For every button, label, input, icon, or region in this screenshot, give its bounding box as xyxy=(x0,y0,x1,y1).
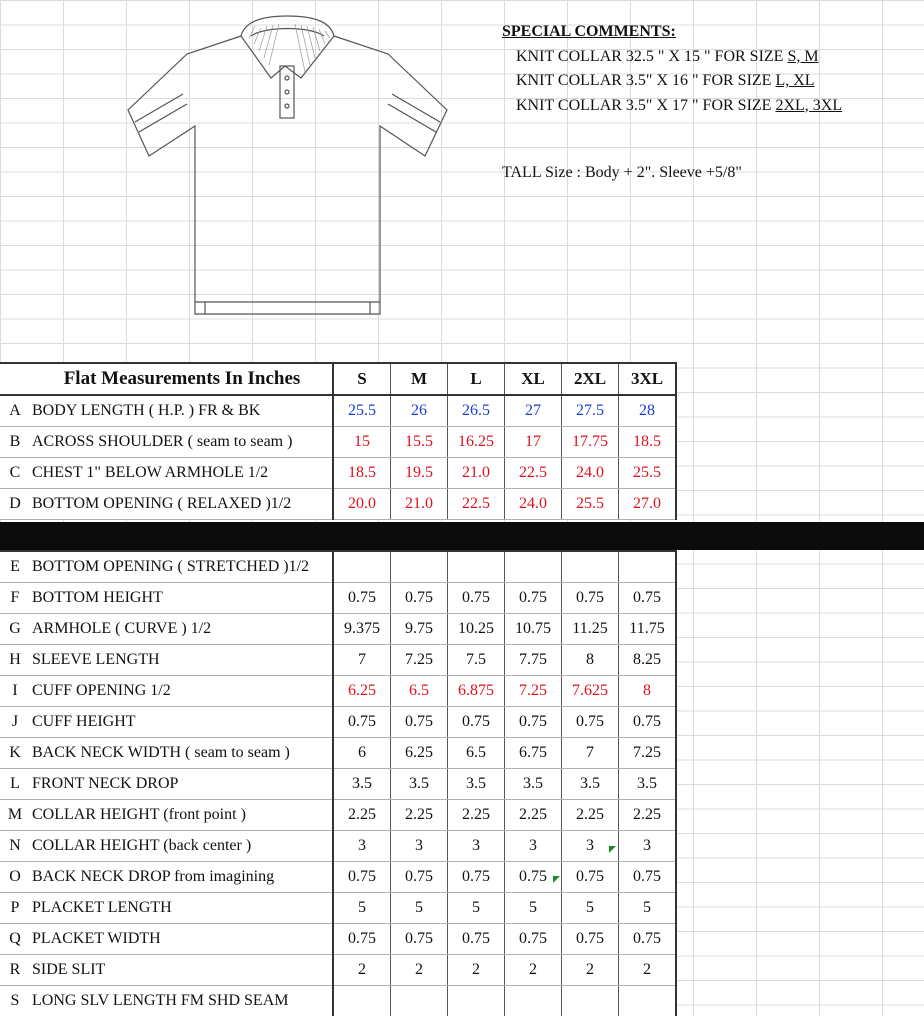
value-cell-xl: 2 xyxy=(505,955,562,986)
value-cell-3xl: 8.25 xyxy=(619,645,677,676)
row-letter: F xyxy=(0,583,30,614)
tall-size-note: TALL Size : Body + 2". Sleeve +5/8" xyxy=(502,164,742,182)
value-cell-s: 5 xyxy=(333,893,391,924)
value-cell-s xyxy=(333,551,391,583)
row-letter: D xyxy=(0,489,30,520)
value-cell-2xl: 3 xyxy=(562,831,619,862)
value-cell-xl: 0.75 xyxy=(505,924,562,955)
value-cell-l: 6.5 xyxy=(448,738,505,769)
value-cell-s: 15 xyxy=(333,427,391,458)
value-cell-2xl: 8 xyxy=(562,645,619,676)
measurement-table-bottom xyxy=(0,550,677,1016)
row-letter: S xyxy=(0,986,30,1016)
section-divider-band xyxy=(0,522,924,550)
value-cell-l: 2 xyxy=(448,955,505,986)
value-cell-xl: 0.75 xyxy=(505,862,562,893)
value-cell-xl: 7.25 xyxy=(505,676,562,707)
value-cell-l: 3 xyxy=(448,831,505,862)
row-label: BACK NECK WIDTH ( seam to seam ) xyxy=(30,738,333,769)
value-cell-s: 0.75 xyxy=(333,583,391,614)
size-header-l: L xyxy=(448,363,505,395)
value-cell-3xl: 2 xyxy=(619,955,677,986)
value-cell-s: 9.375 xyxy=(333,614,391,645)
value-cell-3xl: 2.25 xyxy=(619,800,677,831)
value-cell-m xyxy=(391,986,448,1016)
measurement-row-q xyxy=(0,924,676,955)
table-header-title: Flat Measurements In Inches xyxy=(30,363,333,395)
value-cell-3xl: 28 xyxy=(619,395,677,427)
measurement-row-f xyxy=(0,583,676,614)
row-label: BOTTOM HEIGHT xyxy=(30,583,333,614)
row-letter: I xyxy=(0,676,30,707)
value-cell-l: 6.875 xyxy=(448,676,505,707)
measurement-row-a xyxy=(0,395,676,427)
collar-note-line xyxy=(502,69,842,94)
value-cell-l: 16.25 xyxy=(448,427,505,458)
value-cell-l: 22.5 xyxy=(448,489,505,520)
value-cell-m: 21.0 xyxy=(391,489,448,520)
collar-note-sizes: L, XL xyxy=(775,72,814,89)
value-cell-m: 0.75 xyxy=(391,707,448,738)
measurement-row-i xyxy=(0,676,676,707)
measurement-row-d xyxy=(0,489,676,520)
value-cell-s: 3.5 xyxy=(333,769,391,800)
value-cell-s: 0.75 xyxy=(333,862,391,893)
value-cell-m: 19.5 xyxy=(391,458,448,489)
measurement-row-j xyxy=(0,707,676,738)
row-label: COLLAR HEIGHT (back center ) xyxy=(30,831,333,862)
value-cell-2xl: 17.75 xyxy=(562,427,619,458)
value-cell-2xl xyxy=(562,986,619,1016)
value-cell-s: 25.5 xyxy=(333,395,391,427)
row-label: PLACKET LENGTH xyxy=(30,893,333,924)
value-cell-3xl: 8 xyxy=(619,676,677,707)
row-label: BACK NECK DROP from imagining xyxy=(30,862,333,893)
value-cell-l: 0.75 xyxy=(448,862,505,893)
size-header-s: S xyxy=(333,363,391,395)
value-cell-2xl: 2.25 xyxy=(562,800,619,831)
value-cell-2xl xyxy=(562,551,619,583)
collar-note-line xyxy=(502,45,842,70)
value-cell-s: 6.25 xyxy=(333,676,391,707)
special-comments xyxy=(502,20,842,118)
value-cell-xl: 2.25 xyxy=(505,800,562,831)
row-letter: M xyxy=(0,800,30,831)
cell-comment-marker xyxy=(609,846,616,853)
measurement-row-e xyxy=(0,551,676,583)
header-letter-cell xyxy=(0,363,30,395)
value-cell-2xl: 0.75 xyxy=(562,862,619,893)
value-cell-m: 6.25 xyxy=(391,738,448,769)
value-cell-l: 10.25 xyxy=(448,614,505,645)
row-letter: E xyxy=(0,551,30,583)
value-cell-m: 26 xyxy=(391,395,448,427)
value-cell-m: 0.75 xyxy=(391,924,448,955)
value-cell-2xl: 0.75 xyxy=(562,924,619,955)
row-letter: N xyxy=(0,831,30,862)
measurement-row-p xyxy=(0,893,676,924)
row-label: CUFF OPENING 1/2 xyxy=(30,676,333,707)
value-cell-3xl: 5 xyxy=(619,893,677,924)
value-cell-xl: 3 xyxy=(505,831,562,862)
row-label: CUFF HEIGHT xyxy=(30,707,333,738)
collar-note-text: KNIT COLLAR 32.5 " X 15 " FOR SIZE xyxy=(516,48,787,65)
value-cell-3xl: 27.0 xyxy=(619,489,677,520)
row-letter: H xyxy=(0,645,30,676)
value-cell-s: 20.0 xyxy=(333,489,391,520)
measurement-row-c xyxy=(0,458,676,489)
value-cell-xl: 22.5 xyxy=(505,458,562,489)
value-cell-s: 2.25 xyxy=(333,800,391,831)
value-cell-s: 7 xyxy=(333,645,391,676)
collar-note-line xyxy=(502,94,842,119)
value-cell-xl xyxy=(505,551,562,583)
value-cell-m: 0.75 xyxy=(391,583,448,614)
size-header-m: M xyxy=(391,363,448,395)
measurement-row-s xyxy=(0,986,676,1016)
value-cell-3xl: 25.5 xyxy=(619,458,677,489)
value-cell-m: 2 xyxy=(391,955,448,986)
value-cell-3xl: 3 xyxy=(619,831,677,862)
value-cell-2xl: 2 xyxy=(562,955,619,986)
value-cell-s: 0.75 xyxy=(333,924,391,955)
value-cell-s: 2 xyxy=(333,955,391,986)
measurement-table-top xyxy=(0,362,677,520)
row-letter: Q xyxy=(0,924,30,955)
row-letter: O xyxy=(0,862,30,893)
row-label: CHEST 1" BELOW ARMHOLE 1/2 xyxy=(30,458,333,489)
value-cell-m: 15.5 xyxy=(391,427,448,458)
value-cell-xl: 0.75 xyxy=(505,583,562,614)
value-cell-3xl: 7.25 xyxy=(619,738,677,769)
value-cell-2xl: 7 xyxy=(562,738,619,769)
value-cell-l: 3.5 xyxy=(448,769,505,800)
value-cell-3xl: 3.5 xyxy=(619,769,677,800)
value-cell-2xl: 24.0 xyxy=(562,458,619,489)
value-cell-l xyxy=(448,551,505,583)
row-letter: G xyxy=(0,614,30,645)
value-cell-m: 6.5 xyxy=(391,676,448,707)
value-cell-xl: 0.75 xyxy=(505,707,562,738)
value-cell-m: 2.25 xyxy=(391,800,448,831)
collar-note-text: KNIT COLLAR 3.5" X 16 " FOR SIZE xyxy=(516,72,775,89)
value-cell-l: 0.75 xyxy=(448,924,505,955)
value-cell-2xl: 25.5 xyxy=(562,489,619,520)
row-label: ARMHOLE ( CURVE ) 1/2 xyxy=(30,614,333,645)
value-cell-s: 18.5 xyxy=(333,458,391,489)
value-cell-2xl: 0.75 xyxy=(562,583,619,614)
value-cell-xl: 3.5 xyxy=(505,769,562,800)
measurement-row-k xyxy=(0,738,676,769)
value-cell-3xl: 11.75 xyxy=(619,614,677,645)
value-cell-3xl: 0.75 xyxy=(619,862,677,893)
value-cell-2xl: 0.75 xyxy=(562,707,619,738)
value-cell-m: 3.5 xyxy=(391,769,448,800)
value-cell-s: 0.75 xyxy=(333,707,391,738)
value-cell-2xl: 27.5 xyxy=(562,395,619,427)
size-header-xl: XL xyxy=(505,363,562,395)
measurement-row-n xyxy=(0,831,676,862)
size-header-3xl: 3XL xyxy=(619,363,677,395)
value-cell-s: 3 xyxy=(333,831,391,862)
collar-note-sizes: S, M xyxy=(787,48,818,65)
cell-comment-marker xyxy=(553,876,560,883)
row-letter: C xyxy=(0,458,30,489)
value-cell-l: 0.75 xyxy=(448,707,505,738)
value-cell-xl: 27 xyxy=(505,395,562,427)
value-cell-xl: 5 xyxy=(505,893,562,924)
value-cell-l: 2.25 xyxy=(448,800,505,831)
value-cell-3xl xyxy=(619,551,677,583)
value-cell-3xl: 0.75 xyxy=(619,583,677,614)
value-cell-m: 9.75 xyxy=(391,614,448,645)
value-cell-2xl: 3.5 xyxy=(562,769,619,800)
value-cell-l: 21.0 xyxy=(448,458,505,489)
row-label: PLACKET WIDTH xyxy=(30,924,333,955)
value-cell-s xyxy=(333,986,391,1016)
row-label: BOTTOM OPENING ( RELAXED )1/2 xyxy=(30,489,333,520)
value-cell-l: 0.75 xyxy=(448,583,505,614)
value-cell-m: 5 xyxy=(391,893,448,924)
collar-note-sizes: 2XL, 3XL xyxy=(775,97,842,114)
row-letter: K xyxy=(0,738,30,769)
polo-shirt-illustration xyxy=(125,14,450,322)
value-cell-l xyxy=(448,986,505,1016)
measurement-row-m xyxy=(0,800,676,831)
row-letter: L xyxy=(0,769,30,800)
value-cell-xl: 10.75 xyxy=(505,614,562,645)
row-letter: B xyxy=(0,427,30,458)
value-cell-xl: 6.75 xyxy=(505,738,562,769)
value-cell-l: 26.5 xyxy=(448,395,505,427)
row-letter: A xyxy=(0,395,30,427)
row-label: BOTTOM OPENING ( STRETCHED )1/2 xyxy=(30,551,333,583)
value-cell-xl: 24.0 xyxy=(505,489,562,520)
row-letter: P xyxy=(0,893,30,924)
value-cell-xl: 17 xyxy=(505,427,562,458)
value-cell-2xl: 11.25 xyxy=(562,614,619,645)
table-header-row xyxy=(0,363,676,395)
value-cell-m xyxy=(391,551,448,583)
row-label: COLLAR HEIGHT (front point ) xyxy=(30,800,333,831)
value-cell-xl: 7.75 xyxy=(505,645,562,676)
value-cell-l: 5 xyxy=(448,893,505,924)
value-cell-2xl: 7.625 xyxy=(562,676,619,707)
collar-note-text: KNIT COLLAR 3.5" X 17 " FOR SIZE xyxy=(516,97,775,114)
row-label: FRONT NECK DROP xyxy=(30,769,333,800)
value-cell-m: 3 xyxy=(391,831,448,862)
value-cell-s: 6 xyxy=(333,738,391,769)
value-cell-l: 7.5 xyxy=(448,645,505,676)
row-letter: R xyxy=(0,955,30,986)
row-label: LONG SLV LENGTH FM SHD SEAM xyxy=(30,986,333,1016)
row-label: ACROSS SHOULDER ( seam to seam ) xyxy=(30,427,333,458)
measurement-row-o xyxy=(0,862,676,893)
measurement-row-r xyxy=(0,955,676,986)
value-cell-3xl xyxy=(619,986,677,1016)
value-cell-3xl: 0.75 xyxy=(619,924,677,955)
row-letter: J xyxy=(0,707,30,738)
measurement-row-l xyxy=(0,769,676,800)
value-cell-xl xyxy=(505,986,562,1016)
value-cell-3xl: 0.75 xyxy=(619,707,677,738)
value-cell-m: 7.25 xyxy=(391,645,448,676)
row-label: SIDE SLIT xyxy=(30,955,333,986)
measurement-row-h xyxy=(0,645,676,676)
value-cell-2xl: 5 xyxy=(562,893,619,924)
row-label: SLEEVE LENGTH xyxy=(30,645,333,676)
measurement-row-g xyxy=(0,614,676,645)
size-header-2xl: 2XL xyxy=(562,363,619,395)
value-cell-3xl: 18.5 xyxy=(619,427,677,458)
row-label: BODY LENGTH ( H.P. ) FR & BK xyxy=(30,395,333,427)
measurement-row-b xyxy=(0,427,676,458)
special-comments-title: SPECIAL COMMENTS: xyxy=(502,20,842,45)
value-cell-m: 0.75 xyxy=(391,862,448,893)
